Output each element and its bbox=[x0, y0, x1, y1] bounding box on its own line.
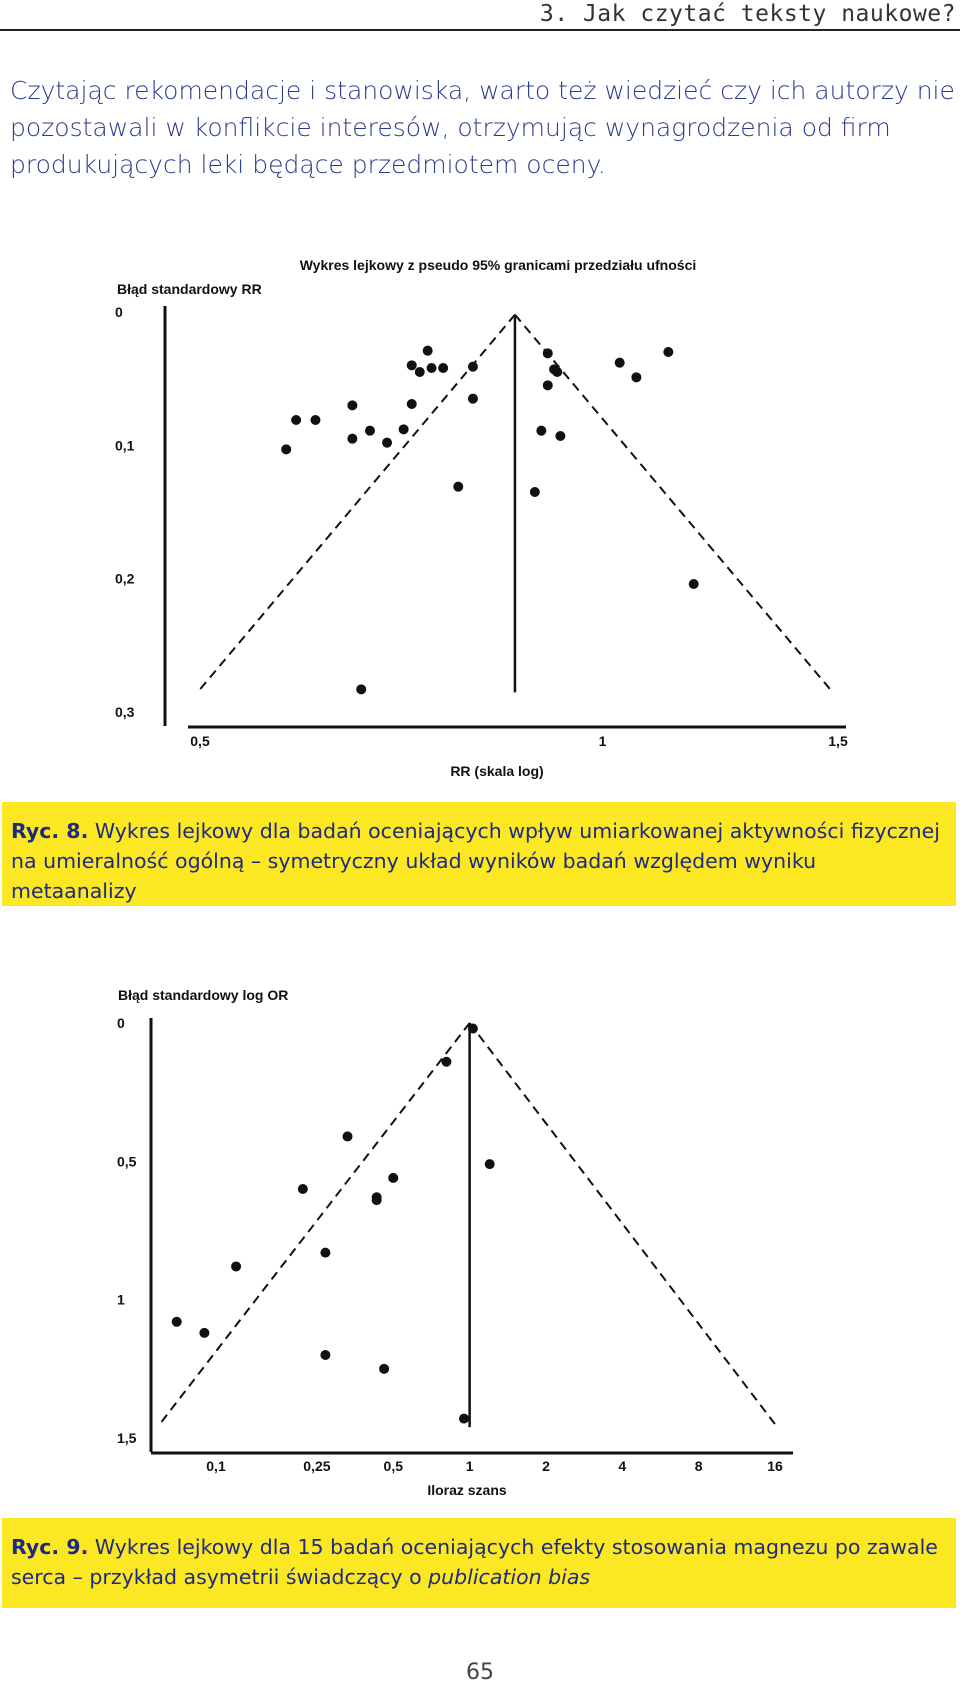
chapter-title: 3. Jak czytać teksty naukowe? bbox=[539, 1, 956, 27]
data-point bbox=[423, 346, 433, 356]
data-point bbox=[415, 367, 425, 377]
y-tick-label: 1 bbox=[117, 1291, 125, 1308]
x-tick-label: 0,5 bbox=[190, 733, 210, 749]
x-tick-label: 1 bbox=[598, 733, 607, 749]
x-tick-label: 1,5 bbox=[828, 733, 848, 749]
data-point bbox=[231, 1261, 241, 1271]
page-number: 65 bbox=[466, 1660, 494, 1685]
y-tick-label: 0,1 bbox=[115, 437, 135, 454]
y-axis-label: Błąd standardowy RR bbox=[117, 281, 262, 297]
data-point bbox=[399, 424, 409, 434]
x-tick-label: 0,5 bbox=[383, 1458, 404, 1474]
data-point bbox=[407, 360, 417, 370]
funnel-left-boundary bbox=[200, 315, 515, 690]
figure-9-italic-term: publication bias bbox=[428, 1565, 591, 1589]
data-point bbox=[543, 380, 553, 390]
figure-9-caption bbox=[2, 1518, 956, 1608]
data-point bbox=[365, 426, 375, 436]
x-tick-label: 2 bbox=[542, 1458, 550, 1474]
data-point bbox=[298, 1184, 308, 1194]
y-tick-label: 0,5 bbox=[117, 1153, 137, 1170]
figure-9-text: Wykres lejkowy dla 15 badań oceniających efekty stosowania magnezu po zawale serca – przykład asymetrii świadczący o bbox=[11, 1535, 938, 1589]
figure-8-text: Wykres lejkowy dla badań oceniających wpływ umiarkowanej aktywności fizycznej na umieralność ogólną – symetryczny układ wyników badań względem wyniku metaanalizy bbox=[11, 819, 940, 903]
data-point bbox=[555, 431, 565, 441]
data-point bbox=[438, 363, 448, 373]
x-tick-label: 8 bbox=[694, 1458, 703, 1474]
data-point bbox=[291, 415, 301, 425]
funnel-right-boundary bbox=[515, 315, 830, 690]
data-point bbox=[689, 579, 699, 589]
data-point bbox=[468, 1024, 478, 1034]
x-tick-label: 1 bbox=[465, 1458, 474, 1474]
data-point bbox=[631, 372, 641, 382]
figure-8-caption bbox=[2, 802, 956, 906]
data-point bbox=[356, 684, 366, 694]
figure-8-label: Ryc. 8. bbox=[11, 819, 89, 843]
data-point bbox=[388, 1173, 398, 1183]
data-point bbox=[536, 426, 546, 436]
y-axis-label: Błąd standardowy log OR bbox=[118, 987, 289, 1003]
funnel-plot-1-svg bbox=[0, 228, 960, 779]
x-tick-label: 16 bbox=[767, 1458, 783, 1474]
data-point bbox=[459, 1414, 469, 1424]
data-point bbox=[663, 347, 673, 357]
data-point bbox=[468, 394, 478, 404]
data-point bbox=[485, 1159, 495, 1169]
x-axis-label: Iloraz szans bbox=[427, 1482, 507, 1498]
funnel-plot-2 bbox=[0, 968, 960, 1508]
data-point bbox=[441, 1057, 451, 1067]
y-tick-label: 0 bbox=[117, 1015, 125, 1031]
data-point bbox=[468, 362, 478, 372]
data-point bbox=[320, 1248, 330, 1258]
data-point bbox=[347, 400, 357, 410]
data-point bbox=[320, 1350, 330, 1360]
chart-title: Wykres lejkowy z pseudo 95% granicami przedziału ufności bbox=[299, 257, 697, 273]
data-point bbox=[343, 1131, 353, 1141]
data-point bbox=[543, 348, 553, 358]
data-point bbox=[552, 367, 562, 377]
data-point bbox=[615, 358, 625, 368]
funnel-plot-1 bbox=[0, 228, 960, 779]
y-tick-label: 1,5 bbox=[117, 1430, 137, 1446]
x-tick-label: 4 bbox=[618, 1458, 627, 1474]
figure-9-label: Ryc. 9. bbox=[11, 1535, 89, 1559]
x-axis-label: RR (skala log) bbox=[450, 763, 544, 779]
x-tick-label: 0,25 bbox=[303, 1458, 331, 1474]
data-point bbox=[310, 415, 320, 425]
data-point bbox=[379, 1364, 389, 1374]
data-point bbox=[427, 363, 437, 373]
y-tick-label: 0 bbox=[115, 304, 123, 320]
x-tick-label: 0,1 bbox=[206, 1458, 226, 1474]
data-point bbox=[347, 434, 357, 444]
funnel-left-boundary bbox=[160, 1023, 470, 1424]
data-point bbox=[407, 399, 417, 409]
funnel-right-boundary bbox=[470, 1023, 775, 1424]
running-header bbox=[0, 0, 960, 31]
y-tick-label: 0,3 bbox=[115, 704, 135, 720]
data-point bbox=[172, 1317, 182, 1327]
funnel-plot-2-svg bbox=[0, 968, 960, 1508]
data-point bbox=[530, 487, 540, 497]
data-point bbox=[382, 438, 392, 448]
data-point bbox=[281, 444, 291, 454]
data-point bbox=[199, 1328, 209, 1338]
data-point bbox=[372, 1195, 382, 1205]
data-point bbox=[453, 482, 463, 492]
y-tick-label: 0,2 bbox=[115, 570, 135, 587]
intro-paragraph: Czytając rekomendacje i stanowiska, warto też wiedzieć czy ich autorzy nie pozostawali w konflikcie interesów, otrzymując wynagrodzenia od firm produkujących leki będące przedmiotem oceny. bbox=[10, 76, 955, 179]
